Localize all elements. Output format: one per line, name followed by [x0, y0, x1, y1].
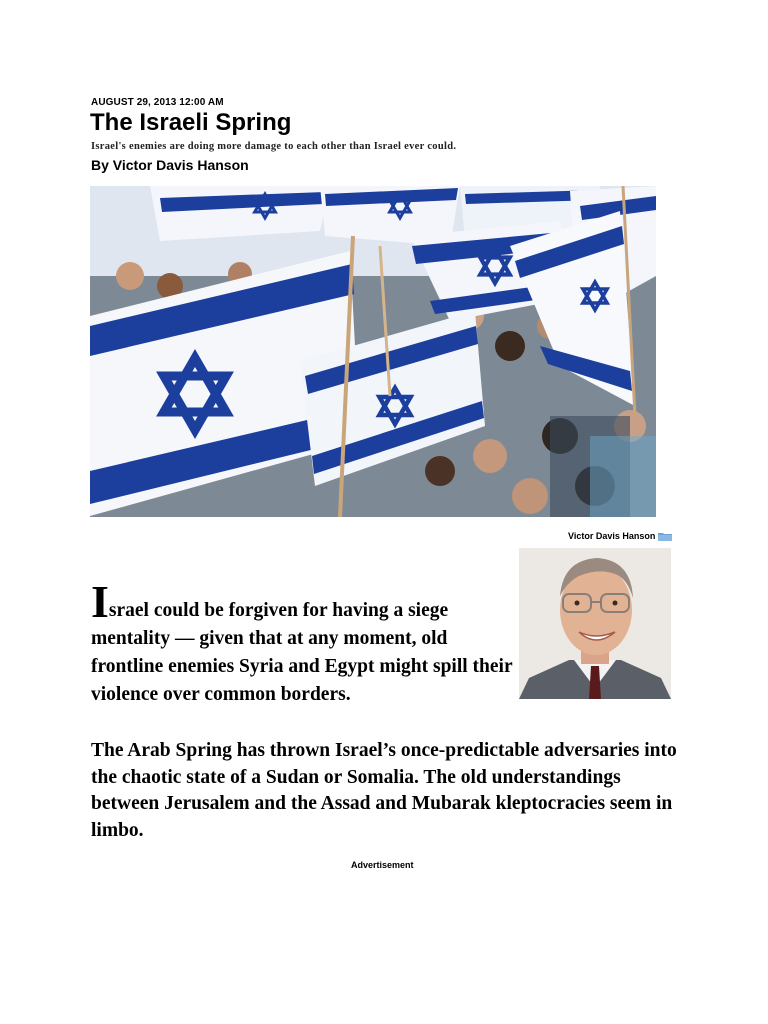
article-byline: By Victor Davis Hanson — [91, 157, 249, 173]
lead-paragraph — [91, 576, 516, 709]
lead-paragraph-text: srael could be forgiven for having a siege mentality — given that at any moment, old frontline enemies Syria and Egypt might spill their violence over common borders. — [91, 600, 513, 705]
article-title: The Israeli Spring — [90, 109, 292, 136]
drop-cap: I — [91, 576, 109, 627]
folder-icon[interactable] — [658, 532, 672, 541]
author-portrait — [519, 548, 671, 699]
article-subtitle: Israel's enemies are doing more damage to each other than Israel ever could. — [91, 141, 457, 152]
photo-caption — [568, 531, 672, 541]
photo-caption-text: Victor Davis Hanson — [568, 531, 656, 541]
advertisement-label: Advertisement — [351, 860, 414, 870]
hero-photo — [90, 186, 656, 517]
body-paragraph: The Arab Spring has thrown Israel’s once-predictable adversaries into the chaotic state of a Sudan or Somalia. The old understandings between Jerusalem and the Assad and Mubarak kleptocracies seem in limbo. — [91, 740, 677, 841]
article-dateline: AUGUST 29, 2013 12:00 AM — [91, 97, 224, 108]
